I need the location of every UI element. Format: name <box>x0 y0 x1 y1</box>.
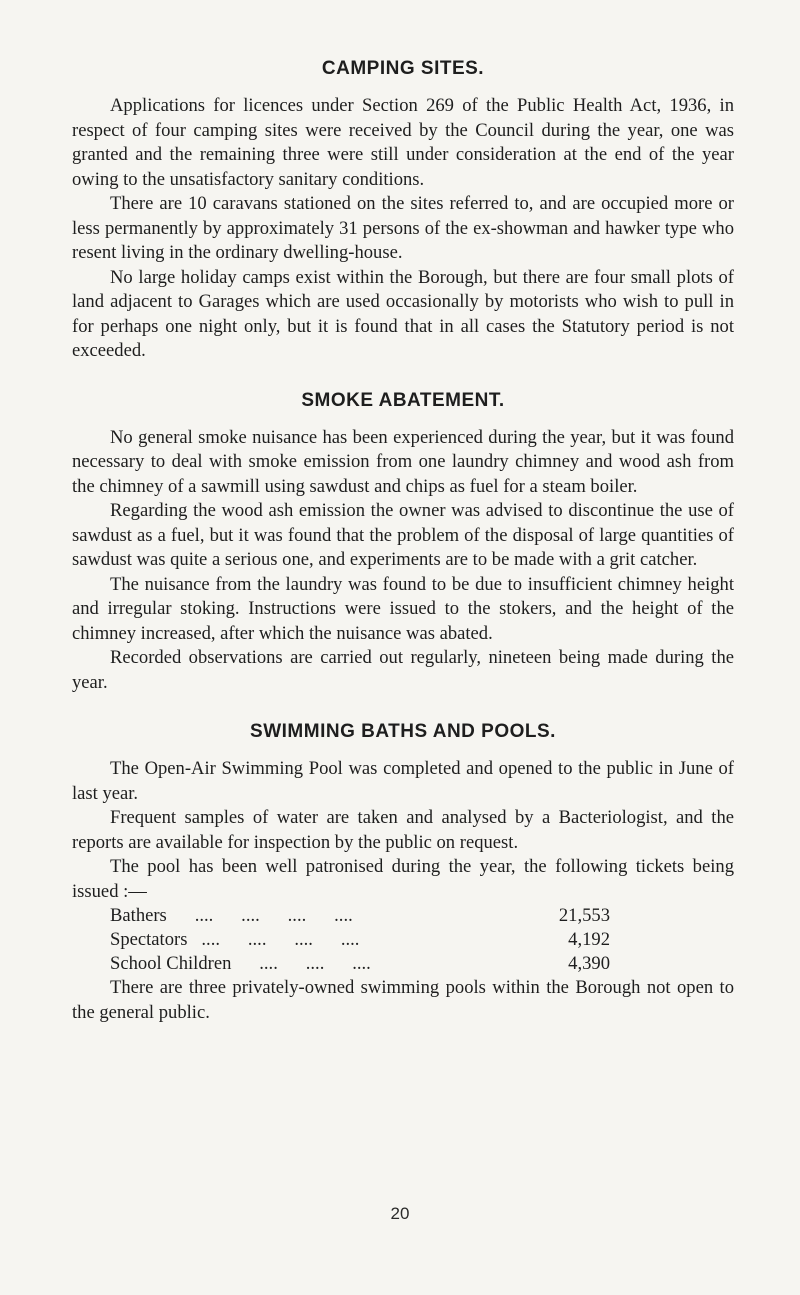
camping-sites-heading: CAMPING SITES. <box>321 58 485 79</box>
smoke-abatement-heading: SMOKE ABATEMENT. <box>301 389 505 411</box>
ticket-count: 4,390 <box>568 953 610 974</box>
ticket-count: 21,553 <box>558 905 610 926</box>
swimming-baths-heading: SWIMMING BATHS AND POOLS. <box>250 721 556 742</box>
paragraph: Regarding the wood ash emission the owner was advised to discontinue the use of sawdust as a fuel, but it was found that the problem of the disposal of large quantities of sawdust was quite a serious one, and experiments are to be made with a grit catcher. <box>72 500 734 570</box>
paragraph: There are three privately-owned swimming pools within the Borough not open to the general public. <box>72 977 734 1023</box>
paragraph: The pool has been well patronised during the year, the following tickets being issued :— <box>72 856 734 902</box>
ticket-label: Bathers .... .... .... .... <box>110 905 353 926</box>
swimming-baths-section <box>72 719 734 1025</box>
paragraph: No large holiday camps exist within the Borough, but there are four small plots of land adjacent to Garages which are used occasionally by motorists who wish to pull in for perhaps one night only, but it is found that in all cases the Statutory period is not exceeded. <box>72 266 734 361</box>
ticket-row <box>110 904 734 928</box>
document-page <box>72 56 734 1049</box>
camping-sites-section <box>72 56 734 364</box>
ticket-label: School Children .... .... .... <box>110 953 371 974</box>
paragraph: There are 10 caravans stationed on the sites referred to, and are occupied more or less permanently by approximately 31 persons of the ex-showman and hawker type who resent living in the ordinary dwelling-house. <box>72 193 734 263</box>
paragraph: The nuisance from the laundry was found to be due to insufficient chimney height and irregular stoking. Instructions were issued to the stokers, and the height of the chimney increased, after which the nuisance was abated. <box>72 573 734 644</box>
paragraph: Frequent samples of water are taken and analysed by a Bacteriologist, and the reports are available for inspection by the public on request. <box>72 807 734 853</box>
smoke-abatement-section <box>72 388 734 696</box>
ticket-count: 4,192 <box>568 929 610 950</box>
tickets-list <box>110 904 734 976</box>
paragraph: Recorded observations are carried out regularly, nineteen being made during the year. <box>72 647 734 693</box>
paragraph: The Open-Air Swimming Pool was completed and opened to the public in June of last year. <box>72 758 734 804</box>
paragraph: No general smoke nuisance has been experienced during the year, but it was found necessary to deal with smoke emission from one laundry chimney and wood ash from the chimney of a sawmill using sawdust and chips as fuel for a steam boiler. <box>72 426 734 497</box>
page-number: 20 <box>390 1204 410 1223</box>
ticket-label: Spectators .... .... .... .... <box>110 929 360 950</box>
ticket-row <box>110 928 734 952</box>
paragraph: Applications for licences under Section 269 of the Public Health Act, 1936, in respect of four camping sites were received by the Council during the year, one was granted and the remaining three were still under consideration at the end of the year owing to the unsatisfactory sanitary conditions. <box>72 95 734 190</box>
ticket-row <box>110 952 734 976</box>
